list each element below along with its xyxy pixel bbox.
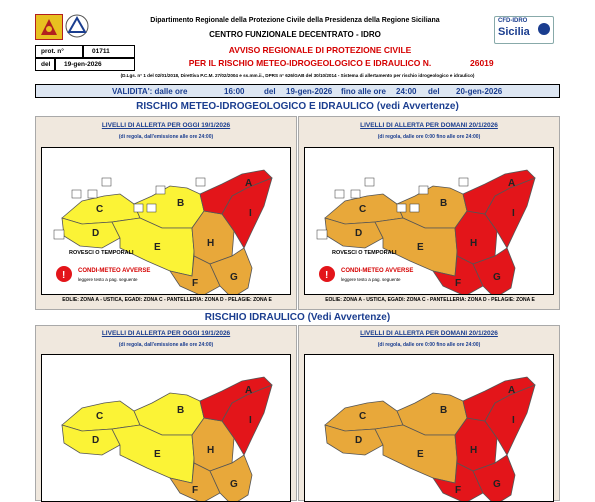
del-value-box [55,58,135,71]
region-logo [35,14,63,40]
validity-bar [35,84,560,98]
panel-hydraulic-today [35,325,297,501]
adverse-weather-mark: ! [62,270,66,281]
storm-icon [335,190,344,198]
section1-title-suffix: (vedi Avvertenze) [376,101,459,112]
validity-to-label: fino alle ore [341,87,386,96]
zone-label-d: D [92,435,100,446]
department-title: Dipartimento Regionale della Protezione Civile della Presidenza della Regione Siciliana [150,17,440,24]
panel-hydraulic-tomorrow [298,325,560,501]
zone-label-c: C [96,411,104,422]
panel-title: LIVELLI DI ALLERTA PER DOMANI 20/1/2026 [360,330,498,337]
prot-value-box [83,45,135,58]
legend-adverse-note: leggere testo a pag. seguente [341,277,401,282]
storm-icon [459,178,468,186]
zone-label-h: H [207,238,215,249]
zone-label-a: A [245,385,253,396]
zone-label-i: I [512,415,515,426]
zone-label-h: H [470,238,478,249]
legend-storm-label: ROVESCI O TEMPORALI [332,250,397,256]
zone-label-i: I [249,415,252,426]
zone-label-b: B [177,198,185,209]
panel-meteo-tomorrow [298,116,560,310]
panel-meteo-today [35,116,297,310]
panel-subtitle: (di regola, dalle ore 0:00 fino alle ore 24:00) [377,342,481,348]
map-meteo-tomorrow [304,147,554,295]
section2-title [35,312,560,323]
panel-title: LIVELLI DI ALLERTA PER OGGI 19/1/2026 [101,122,231,129]
adverse-weather-mark: ! [325,270,329,281]
section1-title-main: RISCHIO METEO-IDROGEOLOGICO E IDRAULICO [136,101,374,112]
storm-icon [102,178,111,186]
validity-del1: del [264,87,276,96]
zones-note: EOLIE: ZONA A - USTICA, EGADI: ZONA C - PANTELLERIA: ZONA D - PELAGIE: ZONA E [62,297,272,303]
zone-label-f: F [455,278,462,289]
zone-label-b: B [177,405,185,416]
zone-label-i: I [512,208,515,219]
storm-icon [134,204,143,212]
section2-title-main: RISCHIO IDRAULICO [204,312,305,323]
panel-title: LIVELLI DI ALLERTA PER DOMANI 20/1/2026 [360,122,498,129]
zone-label-e: E [417,449,424,460]
panel-subtitle: (di regola, dall'emissione alle ore 24:00) [118,342,214,348]
zone-label-f: F [455,485,462,496]
storm-icon [196,178,205,186]
zone-label-h: H [207,445,215,456]
zone-label-g: G [230,272,238,283]
storm-icon [72,190,81,198]
center-title: CENTRO FUNZIONALE DECENTRATO - IDRO [209,30,381,39]
zone-label-d: D [355,228,363,239]
legend-adverse-note: leggere testo a pag. seguente [78,277,138,282]
zone-label-f: F [192,485,199,496]
validity-to-date: 20-gen-2026 [456,87,503,96]
map-hydraulic-today [41,354,291,502]
zone-label-d: D [92,228,100,239]
zone-label-b: B [440,198,448,209]
storm-icon [156,186,165,194]
zone-label-a: A [245,178,253,189]
validity-to-time: 24:00 [396,87,417,96]
cfd-logo-bottom: Sicilia [498,26,530,38]
del-label: del [41,61,51,68]
prot-label-box [35,45,83,58]
zone-label-d: D [355,435,363,446]
zone-label-a: A [508,178,516,189]
zone-label-g: G [493,479,501,490]
zone-label-g: G [230,479,238,490]
prot-label: prot. n° [41,48,64,55]
notice-title-1: AVVISO REGIONALE DI PROTEZIONE CIVILE [228,45,412,55]
section1-title [35,101,560,112]
validity-from-date: 19-gen-2026 [286,87,333,96]
validity-del2: del [428,87,440,96]
storm-icon [397,204,406,212]
storm-icon [351,190,360,198]
storm-icon [419,186,428,194]
zone-label-e: E [417,242,424,253]
panel-subtitle: (di regola, dalle ore 0:00 fino alle ore 24:00) [377,134,481,140]
storm-icon [147,204,156,212]
map-hydraulic-tomorrow [304,354,554,502]
map-meteo-today [41,147,291,295]
panel-title: LIVELLI DI ALLERTA PER OGGI 19/1/2026 [101,330,231,337]
zone-label-h: H [470,445,478,456]
zone-label-b: B [440,405,448,416]
notice-number: 26019 [470,58,494,68]
zone-label-f: F [192,278,199,289]
validity-label: VALIDITA': dalle ore [112,87,188,96]
section2-title-suffix: (Vedi Avvertenze) [307,312,391,323]
legend-storm-icon [54,230,64,239]
zone-label-c: C [359,411,367,422]
legend-storm-label: ROVESCI O TEMPORALI [69,250,134,256]
legal-note: (D.Lgs. n° 1 del 02/01/2018, Direttiva P.C.M. 27/02/2004 e ss.mm.ii., DPRS n° 626/GAB del 30/10/2014 - Sistema di allertamento per rischio idrogeologico e idraulico) [120,73,475,78]
zone-label-a: A [508,385,516,396]
zone-label-g: G [493,272,501,283]
storm-icon [410,204,419,212]
zone-label-c: C [359,204,367,215]
zone-label-i: I [249,208,252,219]
del-value: 19-gen-2026 [64,61,102,68]
zone-label-c: C [96,204,104,215]
zone-label-e: E [154,449,161,460]
storm-icon [88,190,97,198]
legend-adverse-label: CONDI-METEO AVVERSE [341,268,414,274]
panel-subtitle: (di regola, dall'emissione alle ore 24:00) [118,134,214,140]
notice-title-2: PER IL RISCHIO METEO-IDROGEOLOGICO E IDRAULICO N. [188,58,432,68]
validity-from-time: 16:00 [224,87,245,96]
prot-value: 01711 [92,48,110,55]
zone-label-e: E [154,242,161,253]
storm-icon [365,178,374,186]
cfd-logo-top: CFD-IDRO [498,18,528,24]
civil-protection-logo [65,14,89,38]
legend-adverse-label: CONDI-METEO AVVERSE [78,268,151,274]
cfd-idro-logo [494,16,554,44]
del-label-box [35,58,55,71]
legend-storm-icon [317,230,327,239]
zones-note: EOLIE: ZONA A - USTICA, EGADI: ZONA C - PANTELLERIA: ZONA D - PELAGIE: ZONA E [325,297,535,303]
